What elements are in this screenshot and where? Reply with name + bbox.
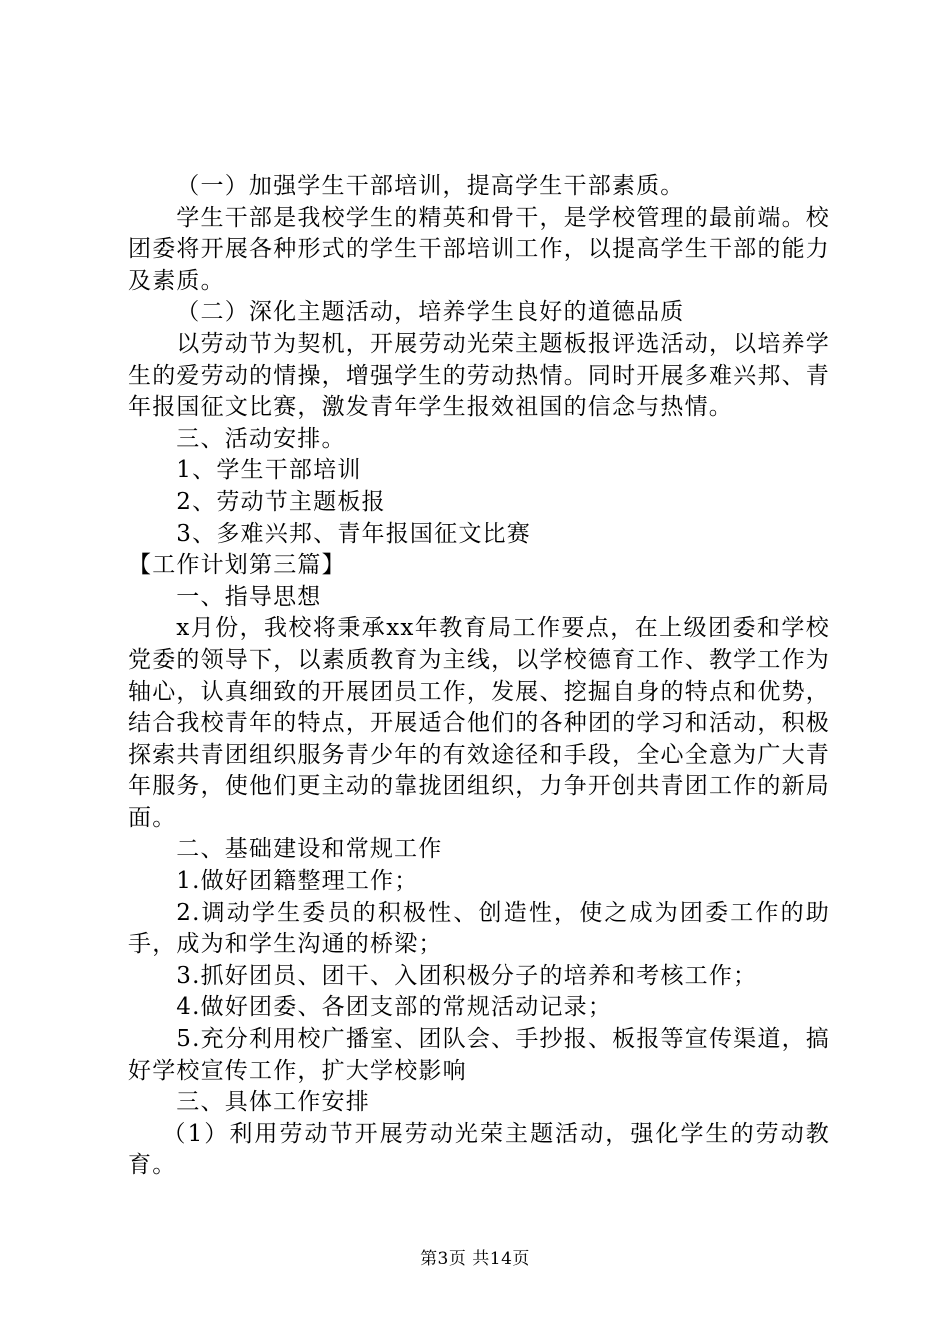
section-heading-2: （二）深化主题活动，培养学生良好的道德品质: [176, 299, 685, 326]
list-item: 3、多难兴邦、青年报国征文比赛: [176, 520, 531, 547]
section-heading-basic: 二、基础建设和常规工作: [176, 836, 443, 863]
list-item: 1.做好团籍整理工作；: [176, 868, 419, 895]
list-item: 2、劳动节主题板报: [176, 488, 386, 515]
list-item: 1、学生干部培训: [176, 457, 362, 484]
body-paragraph: 学生干部是我校学生的精英和骨干，是学校管理的最前端。校团委将开展各种形式的学生干部培训工作，以提高学生干部的能力及素质。: [128, 204, 830, 294]
article-title: 【工作计划第三篇】: [128, 552, 346, 579]
page-number-footer: 第3页 共14页: [420, 1249, 530, 1269]
list-item: （1）利用劳动节开展劳动光荣主题活动，强化学生的劳动教育。: [128, 1120, 830, 1179]
section-heading-specific: 三、具体工作安排: [176, 1089, 370, 1116]
list-item: 4.做好团委、各团支部的常规活动记录；: [176, 994, 613, 1021]
section-heading-1: （一）加强学生干部培训，提高学生干部素质。: [176, 173, 685, 199]
body-paragraph: 以劳动节为契机，开展劳动光荣主题板报评选活动，以培养学生的爱劳动的情操，增强学生的劳动热情。同时开展多难兴邦、青年报国征文比赛，激发青年学生报效祖国的信念与热情。: [128, 330, 830, 421]
list-item: 3.抓好团员、团干、入团积极分子的培养和考核工作；: [176, 962, 758, 989]
section-heading-guiding: 一、指导思想: [176, 583, 322, 610]
body-paragraph: x月份，我校将秉承xx年教育局工作要点，在上级团委和学校党委的领导下，以素质教育为主线，以学校德育工作、教学工作为轴心，认真细致的开展团员工作，发展、挖掘自身的特点和优势，结合我校青年的特点，开展适合他们的各种团的学习和活动，积极探索共青团组织服务青少年的有效途径和手段，全心全意为广大青年服务，使他们更主动的靠拢团组织，力争开创共青团工作的新局面。: [128, 615, 830, 831]
list-item: 5.充分利用校广播室、团队会、手抄报、板报等宣传渠道，搞好学校宣传工作，扩大学校影响: [128, 1026, 830, 1084]
document-body: [128, 171, 830, 1182]
section-heading-activities: 三、活动安排。: [176, 425, 346, 452]
list-item: 2.调动学生委员的积极性、创造性，使之成为团委工作的助手，成为和学生沟通的桥梁；: [128, 899, 830, 958]
